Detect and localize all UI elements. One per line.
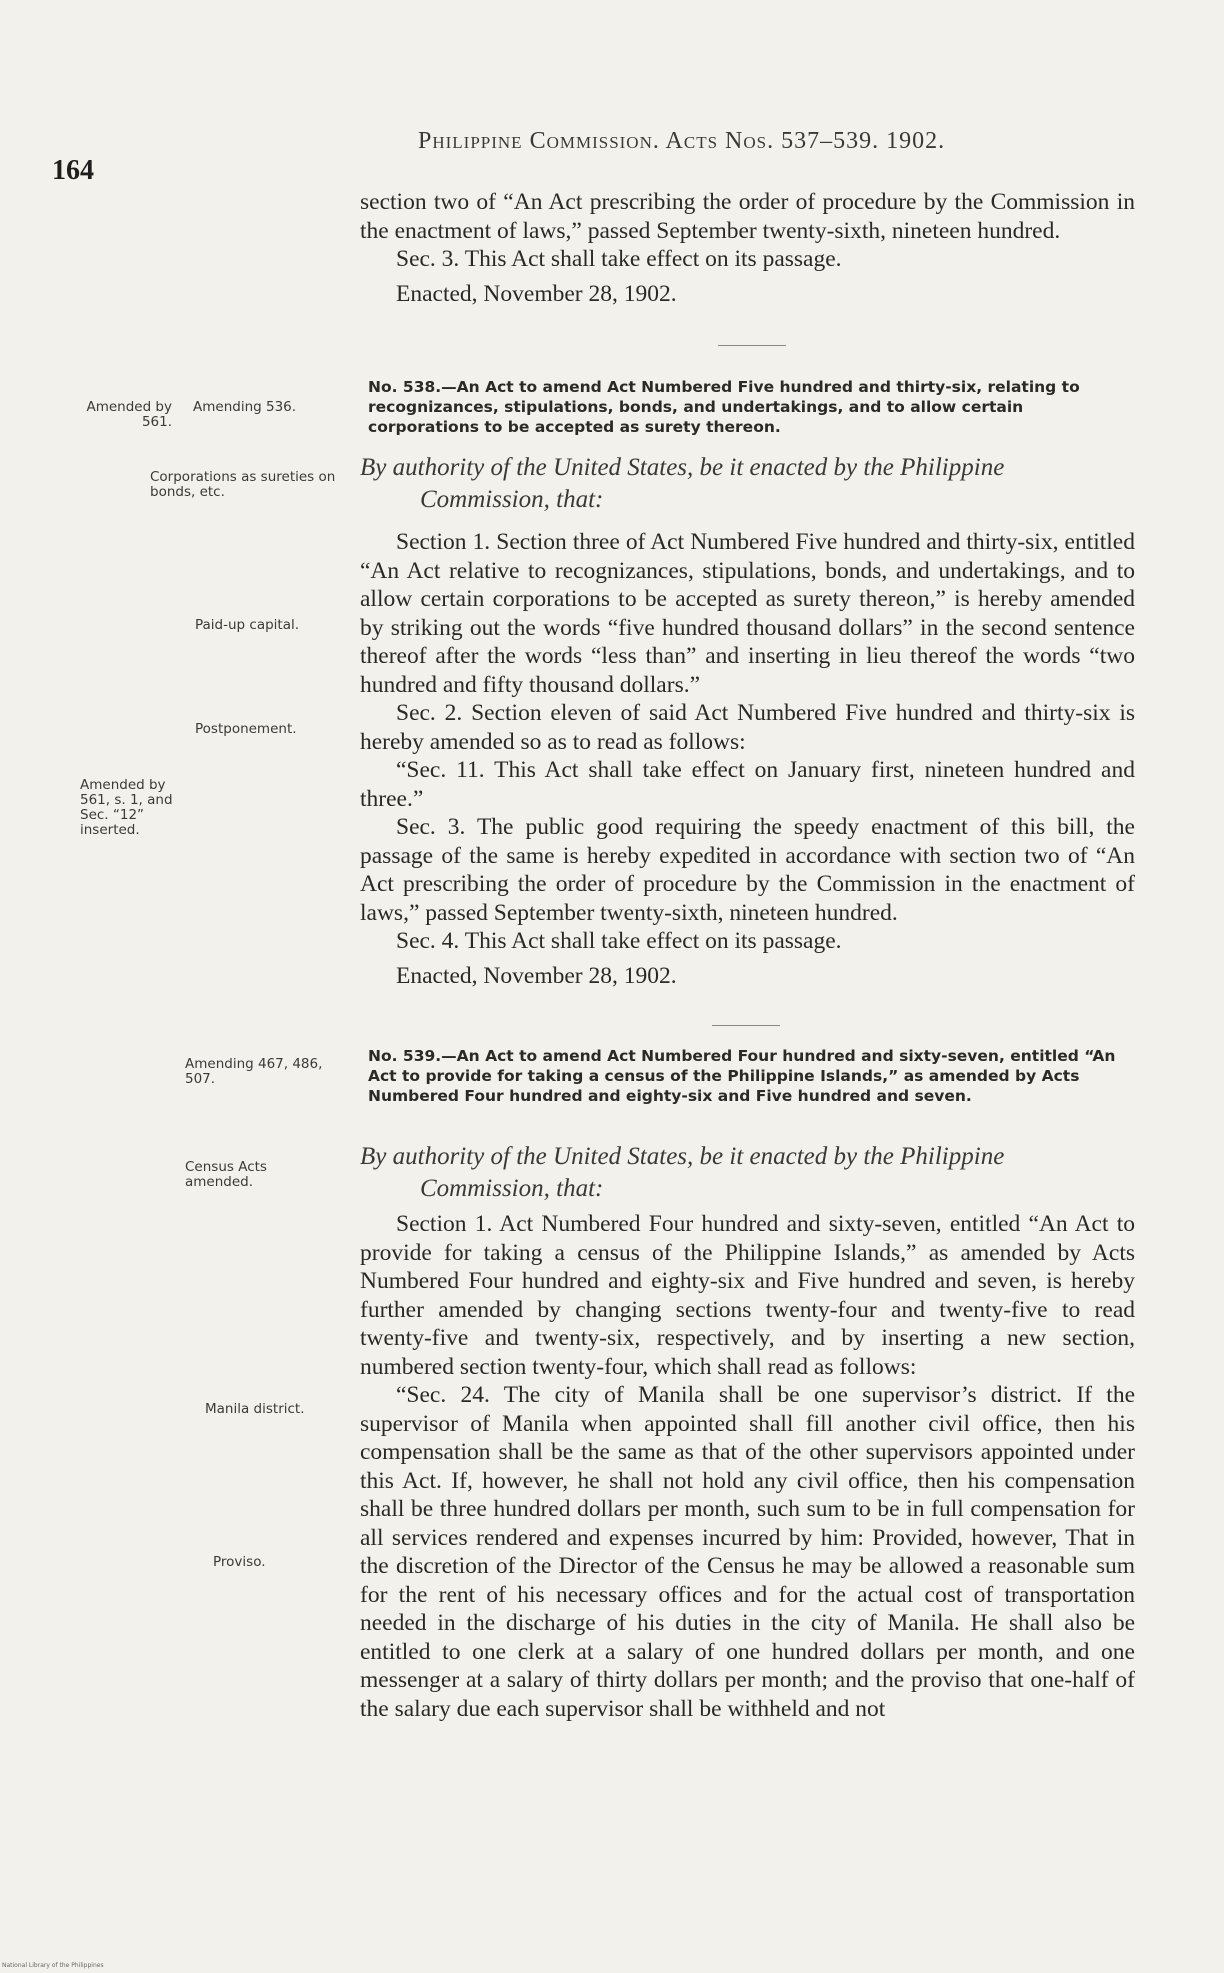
- authority-line-2: Commission, that:: [420, 486, 604, 513]
- act-538-title: No. 538.—An Act to amend Act Numbered Five hundred and thirty-six, relating to recognizances, stipulations, bonds, and undertakings, and to allow certain corporations to be accepted as surety thereon.: [368, 378, 1080, 436]
- page-number: 164: [52, 155, 94, 186]
- margin-paid-up-capital: Paid-up capital.: [195, 617, 300, 633]
- act-538-sec-3: Sec. 3. The public good requiring the speedy enactment of this bill, the passage of the same is hereby expedited in accordance with section two of “An Act prescribing the order of procedure by the Commission in the enactment of laws,” passed September twenty-sixth, nineteen hundred.: [360, 814, 1135, 926]
- top-sec3: Sec. 3. This Act shall take effect on its passage.: [396, 246, 842, 272]
- act-538-sec-11: “Sec. 11. This Act shall take effect on January first, nineteen hundred and three.”: [360, 757, 1135, 812]
- authority-line-1: By authority of the United States, be it enacted by the Philippine: [360, 1143, 1005, 1170]
- library-footer: National Library of the Philippines: [2, 1962, 104, 1969]
- margin-amending-536: Amending 536.: [193, 399, 297, 415]
- continuation-text: section two of “An Act prescribing the order of procedure by the Commission in the enactment of laws,” passed September twenty-sixth, nineteen hundred.: [360, 189, 1135, 244]
- act-539-section-1: Section 1. Act Numbered Four hundred and sixty-seven, entitled “An Act to provide for taking a census of the Philippine Islands,” as amended by Acts Numbered Four hundred and eighty-six and Five hundred and seven, is hereby further amended by changing sections twenty-four and twenty-five to read twenty-five and twenty-six, respectively, and by inserting a new section, numbered section twenty-four, which shall read as follows:: [360, 1211, 1135, 1380]
- act-539-title: No. 539.—An Act to amend Act Numbered Four hundred and sixty-seven, entitled “An Act to provide for taking a census of the Philippine Islands,” as amended by Acts Numbered Four hundred and eighty-six and Five hundred and seven.: [368, 1047, 1116, 1105]
- act-539-sec-24: “Sec. 24. The city of Manila shall be one supervisor’s district. If the supervisor of Manila when appointed shall fill another civil office, then his compensation shall be the same as that of the other supervisors appointed under this Act. If, however, he shall not hold any civil office, then his compensation shall be three hundred dollars per month, such sum to be in full compensation for all services rendered and expenses incurred by him: Provided, however, That in the discretion of the Director of the Census he may be allowed a reasonable sum for the rent of his necessary offices and for the actual cost of transportation needed in the discharge of his duties in the city of Manila. He shall also be entitled to one clerk at a salary of one hundred dollars per month, and one messenger at a salary of thirty dollars per month; and the proviso that one-half of the salary due each supervisor shall be withheld and not: [360, 1382, 1135, 1722]
- section-divider: [718, 345, 786, 346]
- act-539-body: [360, 1210, 1135, 1723]
- margin-census-acts: Census Acts amended.: [185, 1159, 267, 1190]
- authority-line-2: Commission, that:: [420, 1175, 604, 1202]
- authority-line-1: By authority of the United States, be it enacted by the Philippine: [360, 454, 1005, 481]
- margin-manila-district: Manila district.: [205, 1401, 305, 1417]
- margin-postponement: Postponement.: [195, 721, 297, 737]
- act-538-authority: [360, 452, 1135, 516]
- top-enacted: Enacted, November 28, 1902.: [396, 280, 677, 307]
- act-539-authority: [360, 1141, 1135, 1205]
- margin-amended-by-561: Amended by 561.: [86, 399, 172, 430]
- act-538-sec-4: Sec. 4. This Act shall take effect on its passage.: [396, 928, 842, 954]
- running-title: Philippine Commission. Acts Nos. 537–539. 1902.: [418, 128, 946, 154]
- act-538-sec-2: Sec. 2. Section eleven of said Act Numbered Five hundred and thirty-six is hereby amended so as to read as follows:: [360, 700, 1135, 755]
- section-divider: [712, 1025, 780, 1026]
- top-block: [360, 188, 1135, 308]
- margin-amending-467: Amending 467, 486, 507.: [185, 1056, 323, 1087]
- margin-corporations: Corporations as sureties on bonds, etc.: [150, 469, 336, 500]
- margin-proviso: Proviso.: [213, 1554, 266, 1570]
- act-538-section-1: Section 1. Section three of Act Numbered Five hundred and thirty-six, entitled “An Act relative to recognizances, stipulations, bonds, and undertakings, and to allow certain corporations to be accepted as surety thereon,” is hereby amended by striking out the words “five hundred thousand dollars” in the second sentence thereof after the words “less than” and inserting in lieu thereof the words “two hundred and fifty thousand dollars.”: [360, 529, 1135, 698]
- act-538-body: [360, 528, 1135, 990]
- act-538-enacted: Enacted, November 28, 1902.: [396, 962, 677, 989]
- margin-amended-by-561-s1: Amended by 561, s. 1, and Sec. “12” inserted.: [80, 777, 173, 838]
